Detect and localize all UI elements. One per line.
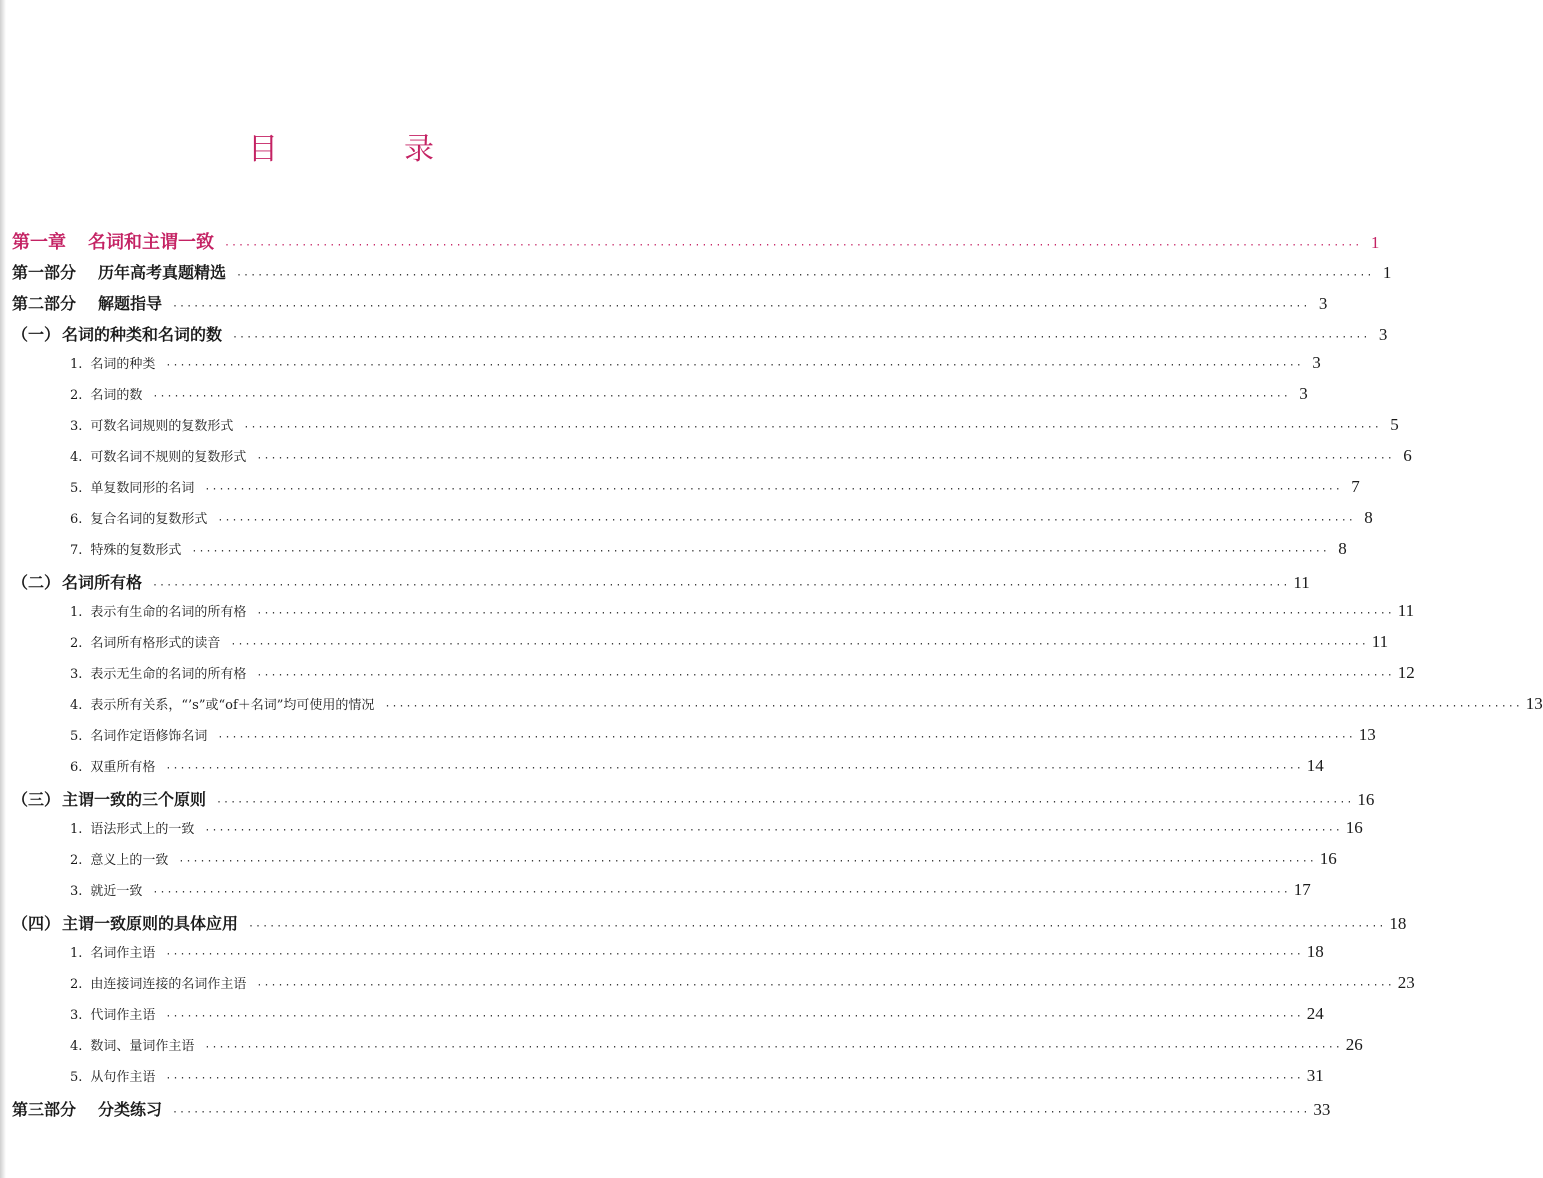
toc-entry-label bbox=[12, 601, 246, 620]
toc-entry-page-number: 16 bbox=[1357, 790, 1375, 809]
toc-entry-page-number: 18 bbox=[1389, 914, 1407, 933]
page-edge-shadow bbox=[0, 0, 6, 1178]
dot-leader: ·································································································································································· bbox=[165, 1073, 1303, 1084]
toc-entry-page-number: 16 bbox=[1319, 849, 1337, 868]
dot-leader: ·································································································································································· bbox=[256, 980, 1394, 991]
toc-entry-label bbox=[12, 322, 222, 345]
toc-entry-page-number: 11 bbox=[1397, 601, 1415, 620]
toc-entry-number: 5. bbox=[70, 729, 83, 744]
toc-entry-section[interactable] bbox=[12, 911, 1407, 942]
toc-entry-label bbox=[12, 477, 194, 496]
toc-entry-item[interactable] bbox=[12, 973, 1415, 1004]
toc-entry-number: 5. bbox=[70, 481, 83, 496]
dot-leader: ·································································································································································· bbox=[230, 639, 1368, 650]
toc-entry-page-number: 13 bbox=[1358, 725, 1376, 744]
toc-entry-number: 1. bbox=[70, 822, 83, 837]
toc-entry-item[interactable] bbox=[12, 477, 1360, 508]
toc-entry-page-number: 6 bbox=[1403, 446, 1412, 465]
toc-entry-page-number: 1 bbox=[1382, 263, 1392, 282]
toc-entry-title: 名词和主谓一致 bbox=[88, 232, 214, 253]
toc-entry-number: （四） bbox=[12, 914, 61, 933]
toc-entry-label bbox=[12, 260, 226, 283]
toc-entry-item[interactable] bbox=[12, 694, 1543, 725]
dot-leader: ·································································································································································· bbox=[217, 732, 1355, 743]
toc-entry-page-number: 31 bbox=[1306, 1066, 1324, 1085]
toc-entry-item[interactable] bbox=[12, 1066, 1324, 1097]
toc-entry-page-number: 3 bbox=[1318, 294, 1328, 313]
toc-entry-page-number: 18 bbox=[1306, 942, 1324, 961]
toc-entry-title: 解题指导 bbox=[98, 294, 163, 313]
toc-entry-label bbox=[12, 228, 214, 254]
toc-entry-label bbox=[12, 818, 194, 837]
toc-entry-label bbox=[12, 384, 142, 403]
toc-entry-page-number: 3 bbox=[1312, 353, 1321, 372]
toc-entry-title: 代词作主语 bbox=[90, 1008, 156, 1023]
toc-entry-page-number: 11 bbox=[1371, 632, 1389, 651]
dot-leader: ·································································································································································· bbox=[232, 332, 1370, 343]
dot-leader: ·································································································································································· bbox=[256, 670, 1394, 681]
toc-entry-title: 主谓一致的三个原则 bbox=[62, 790, 207, 809]
toc-entry-number: 3. bbox=[70, 884, 83, 899]
toc-entry-label bbox=[12, 973, 246, 992]
toc-entry-label bbox=[12, 632, 220, 651]
toc-entry-page-number: 7 bbox=[1351, 477, 1360, 496]
toc-entry-page-number: 26 bbox=[1345, 1035, 1363, 1054]
toc-entry-number: 第三部分 bbox=[12, 1100, 77, 1119]
toc-entry-number: 4. bbox=[70, 1039, 83, 1054]
dot-leader: ·································································································································································· bbox=[178, 856, 1316, 867]
dot-leader: ·································································································································································· bbox=[204, 484, 1342, 495]
toc-entry-page-number: 5 bbox=[1390, 415, 1399, 434]
toc-entry-number: 3. bbox=[70, 419, 83, 434]
toc-entry-label bbox=[12, 663, 246, 682]
toc-entry-item[interactable] bbox=[12, 353, 1321, 384]
toc-entry-label bbox=[12, 725, 207, 744]
toc-entry-section[interactable] bbox=[12, 570, 1310, 601]
dot-leader: ·································································································································································· bbox=[224, 240, 1362, 251]
toc-entry-item[interactable] bbox=[12, 508, 1373, 539]
toc-entry-chapter[interactable] bbox=[12, 228, 1380, 260]
toc-entry-number: 3. bbox=[70, 1008, 83, 1023]
toc-entry-number: 2. bbox=[70, 977, 83, 992]
toc-entry-page-number: 24 bbox=[1306, 1004, 1324, 1023]
dot-leader: ·································································································································································· bbox=[172, 1107, 1310, 1118]
toc-entry-number: 4. bbox=[70, 698, 83, 713]
table-of-contents bbox=[12, 228, 1543, 1128]
toc-entry-label bbox=[12, 694, 374, 713]
dot-leader: ·································································································································································· bbox=[256, 453, 1394, 464]
toc-entry-title: 名词作定语修饰名词 bbox=[90, 729, 208, 744]
toc-entry-title: 复合名词的复数形式 bbox=[90, 512, 208, 527]
toc-entry-title: 历年高考真题精选 bbox=[98, 263, 227, 282]
toc-entry-title: 语法形式上的一致 bbox=[90, 822, 195, 837]
toc-entry-item[interactable] bbox=[12, 663, 1415, 694]
dot-leader: ·································································································································································· bbox=[152, 580, 1290, 591]
toc-entry-label bbox=[12, 1004, 155, 1023]
toc-entry-page-number: 17 bbox=[1293, 880, 1311, 899]
toc-entry-page-number: 33 bbox=[1313, 1100, 1331, 1119]
toc-entry-label bbox=[12, 911, 238, 934]
toc-entry-number: （二） bbox=[12, 573, 61, 592]
toc-entry-number: 1. bbox=[70, 357, 83, 372]
toc-entry-title: 名词所有格 bbox=[62, 573, 143, 592]
toc-entry-title: 名词的数 bbox=[90, 388, 143, 403]
toc-entry-page-number: 16 bbox=[1345, 818, 1363, 837]
toc-entry-item[interactable] bbox=[12, 1035, 1363, 1066]
toc-entry-label bbox=[12, 942, 155, 961]
toc-entry-item[interactable] bbox=[12, 384, 1308, 415]
page-title: 目 录 bbox=[248, 132, 482, 167]
toc-entry-title: 名词作主语 bbox=[90, 946, 156, 961]
toc-entry-title: 特殊的复数形式 bbox=[90, 543, 182, 558]
dot-leader: ·································································································································································· bbox=[172, 301, 1310, 312]
toc-entry-title: 就近一致 bbox=[90, 884, 143, 899]
toc-entry-page-number: 3 bbox=[1299, 384, 1308, 403]
dot-leader: ·································································································································································· bbox=[216, 797, 1354, 808]
toc-entry-title: 可数名词不规则的复数形式 bbox=[90, 450, 247, 465]
dot-leader: ·································································································································································· bbox=[191, 546, 1329, 557]
toc-entry-page-number: 23 bbox=[1397, 973, 1415, 992]
toc-entry-number: 4. bbox=[70, 450, 83, 465]
toc-entry-title: 名词的种类 bbox=[90, 357, 156, 372]
dot-leader: ·································································································································································· bbox=[217, 515, 1355, 526]
toc-entry-item[interactable] bbox=[12, 725, 1376, 756]
toc-entry-item[interactable] bbox=[12, 601, 1415, 632]
toc-entry-number: 2. bbox=[70, 853, 83, 868]
toc-entry-title: 表示无生命的名词的所有格 bbox=[90, 667, 247, 682]
toc-entry-label bbox=[12, 291, 162, 314]
toc-entry-item[interactable] bbox=[12, 818, 1363, 849]
toc-entry-page-number: 3 bbox=[1378, 325, 1388, 344]
dot-leader: ·································································································································································· bbox=[204, 1042, 1342, 1053]
toc-entry-number: 第一部分 bbox=[12, 263, 77, 282]
toc-entry-title: 表示有生命的名词的所有格 bbox=[90, 605, 247, 620]
toc-entry-item[interactable] bbox=[12, 849, 1337, 880]
toc-entry-title: 名词的种类和名词的数 bbox=[62, 325, 223, 344]
toc-entry-label bbox=[12, 849, 168, 868]
dot-leader: ·································································································································································· bbox=[384, 701, 1522, 712]
toc-entry-title: 双重所有格 bbox=[90, 760, 156, 775]
dot-leader: ·································································································································································· bbox=[165, 360, 1303, 371]
toc-entry-number: 6. bbox=[70, 760, 83, 775]
dot-leader: ·································································································································································· bbox=[165, 1011, 1303, 1022]
toc-entry-page-number: 11 bbox=[1293, 573, 1310, 592]
toc-entry-number: 2. bbox=[70, 636, 83, 651]
dot-leader: ·································································································································································· bbox=[152, 391, 1290, 402]
toc-entry-part[interactable] bbox=[12, 260, 1392, 291]
toc-entry-title: 单复数同形的名词 bbox=[90, 481, 195, 496]
toc-entry-label bbox=[12, 1066, 155, 1085]
dot-leader: ·································································································································································· bbox=[165, 949, 1303, 960]
toc-entry-title: 主谓一致原则的具体应用 bbox=[62, 914, 239, 933]
toc-entry-label bbox=[12, 353, 155, 372]
toc-entry-label bbox=[12, 570, 142, 593]
toc-entry-item[interactable] bbox=[12, 539, 1347, 570]
toc-entry-item[interactable] bbox=[12, 415, 1399, 446]
toc-entry-number: 5. bbox=[70, 1070, 83, 1085]
toc-entry-title: 名词所有格形式的读音 bbox=[90, 636, 221, 651]
toc-entry-page-number: 8 bbox=[1338, 539, 1347, 558]
dot-leader: ·································································································································································· bbox=[165, 763, 1303, 774]
toc-entry-title: 数词、量词作主语 bbox=[90, 1039, 195, 1054]
toc-entry-number: （三） bbox=[12, 790, 61, 809]
toc-entry-item[interactable] bbox=[12, 632, 1389, 663]
toc-entry-title: 由连接词连接的名词作主语 bbox=[90, 977, 247, 992]
toc-entry-number: 2. bbox=[70, 388, 83, 403]
dot-leader: ·································································································································································· bbox=[152, 887, 1290, 898]
toc-entry-item[interactable] bbox=[12, 756, 1324, 787]
toc-entry-label bbox=[12, 539, 181, 558]
toc-entry-part[interactable] bbox=[12, 291, 1328, 322]
toc-entry-number: 6. bbox=[70, 512, 83, 527]
toc-entry-part[interactable] bbox=[12, 1097, 1331, 1128]
toc-entry-section[interactable] bbox=[12, 787, 1375, 818]
toc-entry-label bbox=[12, 508, 207, 527]
toc-entry-item[interactable] bbox=[12, 942, 1324, 973]
toc-entry-number: 3. bbox=[70, 667, 83, 682]
toc-entry-label bbox=[12, 1097, 162, 1120]
toc-entry-number: 第二部分 bbox=[12, 294, 77, 313]
toc-entry-number: （一） bbox=[12, 325, 61, 344]
toc-entry-label bbox=[12, 415, 233, 434]
dot-leader: ·································································································································································· bbox=[248, 921, 1386, 932]
dot-leader: ·································································································································································· bbox=[256, 608, 1394, 619]
toc-entry-number: 1. bbox=[70, 605, 83, 620]
toc-entry-label bbox=[12, 787, 206, 810]
toc-entry-title: 从句作主语 bbox=[90, 1070, 156, 1085]
toc-entry-page-number: 13 bbox=[1525, 694, 1543, 713]
toc-entry-item[interactable] bbox=[12, 446, 1412, 477]
toc-entry-number: 第一章 bbox=[12, 232, 66, 253]
toc-entry-page-number: 12 bbox=[1397, 663, 1415, 682]
toc-entry-label bbox=[12, 1035, 194, 1054]
toc-entry-number: 7. bbox=[70, 543, 83, 558]
toc-entry-title: 分类练习 bbox=[98, 1100, 163, 1119]
toc-entry-page-number: 1 bbox=[1370, 233, 1380, 252]
dot-leader: ·································································································································································· bbox=[204, 825, 1342, 836]
toc-entry-section[interactable] bbox=[12, 322, 1388, 353]
toc-entry-title: 表示所有关系，“’s”或“of＋名词”均可使用的情况 bbox=[90, 698, 375, 713]
toc-entry-page-number: 8 bbox=[1364, 508, 1373, 527]
toc-entry-item[interactable] bbox=[12, 1004, 1324, 1035]
toc-entry-number: 1. bbox=[70, 946, 83, 961]
toc-entry-page-number: 14 bbox=[1306, 756, 1324, 775]
dot-leader: ·································································································································································· bbox=[236, 270, 1374, 281]
toc-entry-label bbox=[12, 880, 142, 899]
toc-entry-title: 意义上的一致 bbox=[90, 853, 169, 868]
toc-entry-item[interactable] bbox=[12, 880, 1311, 911]
toc-entry-label bbox=[12, 756, 155, 775]
toc-entry-label bbox=[12, 446, 246, 465]
toc-entry-title: 可数名词规则的复数形式 bbox=[90, 419, 234, 434]
dot-leader: ·································································································································································· bbox=[243, 422, 1381, 433]
